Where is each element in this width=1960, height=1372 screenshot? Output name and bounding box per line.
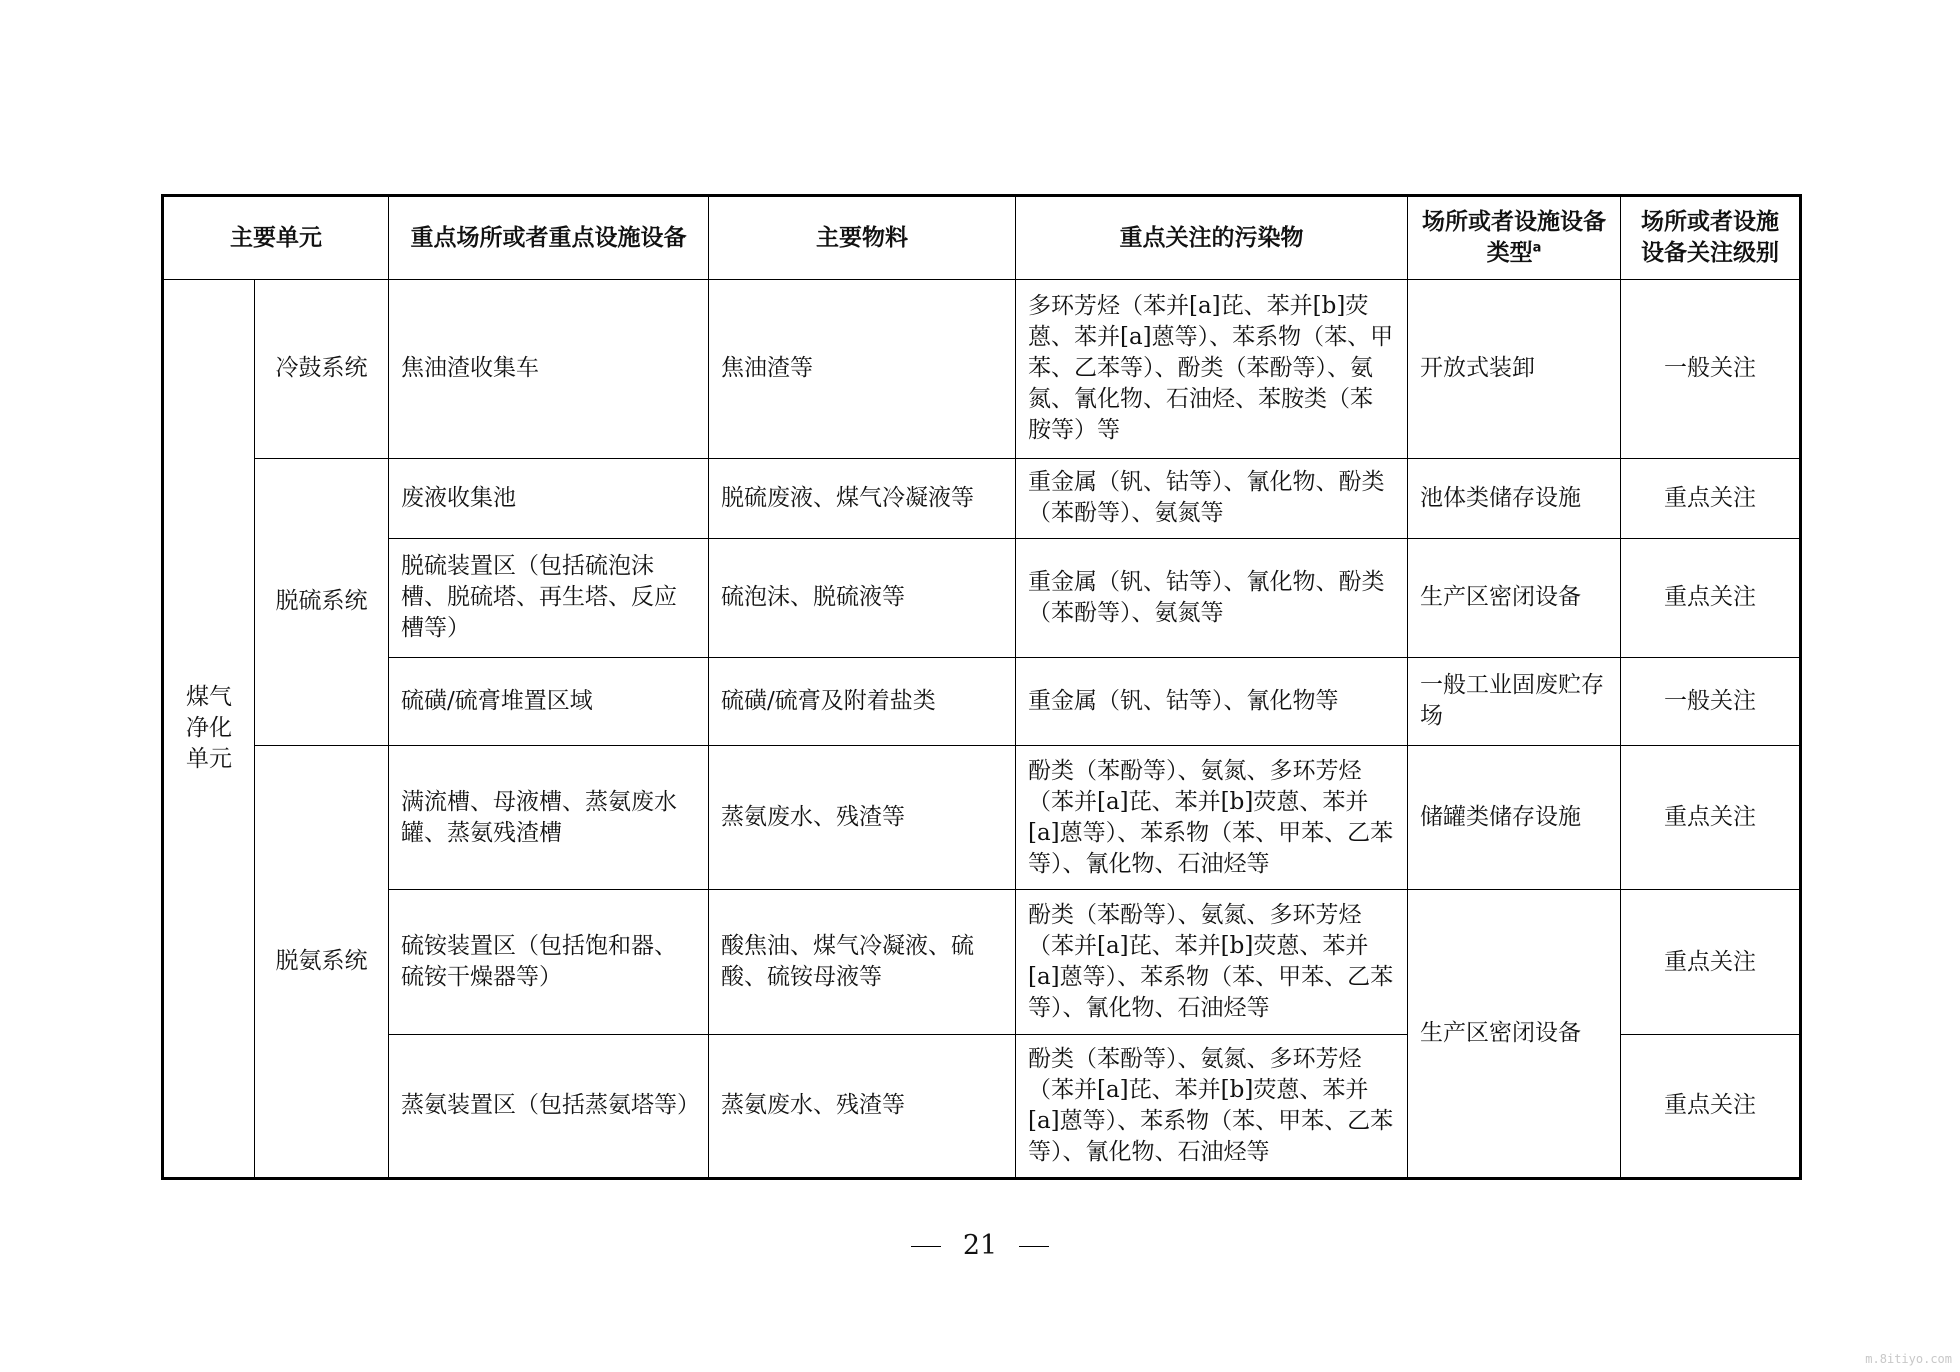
header-key-place: 重点场所或者重点设施设备	[389, 196, 709, 280]
type-cell: 生产区密闭设备	[1408, 890, 1621, 1179]
table-row	[163, 280, 1801, 458]
table-row	[163, 890, 1801, 1034]
material-cell: 酸焦油、煤气冷凝液、硫酸、硫铵母液等	[709, 890, 1016, 1034]
material-cell: 蒸氨废水、残渣等	[709, 746, 1016, 890]
place-cell: 废液收集池	[389, 458, 709, 538]
unit-cell: 煤气净化单元	[163, 280, 255, 1179]
pollutant-cell: 酚类（苯酚等）、氨氮、多环芳烃（苯并[a]芘、苯并[b]荧蒽、苯并[a]蒽等）、苯系物（苯、甲苯、乙苯等）、氰化物、石油烃等	[1016, 890, 1408, 1034]
table-row	[163, 458, 1801, 538]
level-cell: 重点关注	[1621, 890, 1801, 1034]
level-cell: 重点关注	[1621, 1034, 1801, 1178]
material-cell: 脱硫废液、煤气冷凝液等	[709, 458, 1016, 538]
pollutant-cell: 酚类（苯酚等）、氨氮、多环芳烃（苯并[a]芘、苯并[b]荧蒽、苯并[a]蒽等）、苯系物（苯、甲苯、乙苯等）、氰化物、石油烃等	[1016, 746, 1408, 890]
system-cell: 冷鼓系统	[255, 280, 389, 458]
page-number-value: 21	[962, 1230, 998, 1261]
pollutant-cell: 多环芳烃（苯并[a]芘、苯并[b]荧蒽、苯并[a]蒽等）、苯系物（苯、甲苯、乙苯等）、酚类（苯酚等）、氨氮、氰化物、石油烃、苯胺类（苯胺等）等	[1016, 280, 1408, 458]
type-cell: 生产区密闭设备	[1408, 538, 1621, 657]
system-cell: 脱硫系统	[255, 458, 389, 746]
level-cell: 重点关注	[1621, 538, 1801, 657]
type-cell: 储罐类储存设施	[1408, 746, 1621, 890]
material-cell: 硫磺/硫膏及附着盐类	[709, 657, 1016, 745]
header-main-unit: 主要单元	[163, 196, 389, 280]
type-cell: 一般工业固废贮存场	[1408, 657, 1621, 745]
level-cell: 重点关注	[1621, 458, 1801, 538]
page-number-right-dash	[1019, 1246, 1049, 1248]
place-cell: 硫磺/硫膏堆置区域	[389, 657, 709, 745]
pollutant-cell: 酚类（苯酚等）、氨氮、多环芳烃（苯并[a]芘、苯并[b]荧蒽、苯并[a]蒽等）、苯系物（苯、甲苯、乙苯等）、氰化物、石油烃等	[1016, 1034, 1408, 1178]
material-cell: 焦油渣等	[709, 280, 1016, 458]
pollutant-cell: 重金属（钒、钴等）、氰化物等	[1016, 657, 1408, 745]
header-type-text: 场所或者设施设备类型	[1422, 209, 1606, 267]
header-type	[1408, 196, 1621, 280]
type-cell: 池体类储存设施	[1408, 458, 1621, 538]
level-cell: 一般关注	[1621, 657, 1801, 745]
table-row	[163, 746, 1801, 890]
place-cell: 满流槽、母液槽、蒸氨废水罐、蒸氨残渣槽	[389, 746, 709, 890]
place-cell: 蒸氨装置区（包括蒸氨塔等）	[389, 1034, 709, 1178]
pollution-table	[161, 194, 1802, 1180]
table-row	[163, 538, 1801, 657]
table-row	[163, 657, 1801, 745]
header-main-material: 主要物料	[709, 196, 1016, 280]
header-type-footnote-mark: a	[1532, 240, 1542, 256]
level-cell: 一般关注	[1621, 280, 1801, 458]
level-cell: 重点关注	[1621, 746, 1801, 890]
place-cell: 焦油渣收集车	[389, 280, 709, 458]
watermark: m.8itiyo.com	[1865, 1352, 1952, 1366]
material-cell: 蒸氨废水、残渣等	[709, 1034, 1016, 1178]
pollutant-cell: 重金属（钒、钴等）、氰化物、酚类（苯酚等）、氨氮等	[1016, 458, 1408, 538]
system-cell: 脱氨系统	[255, 746, 389, 1179]
header-pollutants: 重点关注的污染物	[1016, 196, 1408, 280]
table-header-row	[163, 196, 1801, 280]
place-cell: 硫铵装置区（包括饱和器、硫铵干燥器等）	[389, 890, 709, 1034]
type-cell: 开放式装卸	[1408, 280, 1621, 458]
place-cell: 脱硫装置区（包括硫泡沫槽、脱硫塔、再生塔、反应槽等）	[389, 538, 709, 657]
pollutant-cell: 重金属（钒、钴等）、氰化物、酚类（苯酚等）、氨氮等	[1016, 538, 1408, 657]
page-number	[0, 1230, 1960, 1261]
page-number-left-dash	[911, 1246, 941, 1248]
material-cell: 硫泡沫、脱硫液等	[709, 538, 1016, 657]
header-level: 场所或者设施设备关注级别	[1621, 196, 1801, 280]
